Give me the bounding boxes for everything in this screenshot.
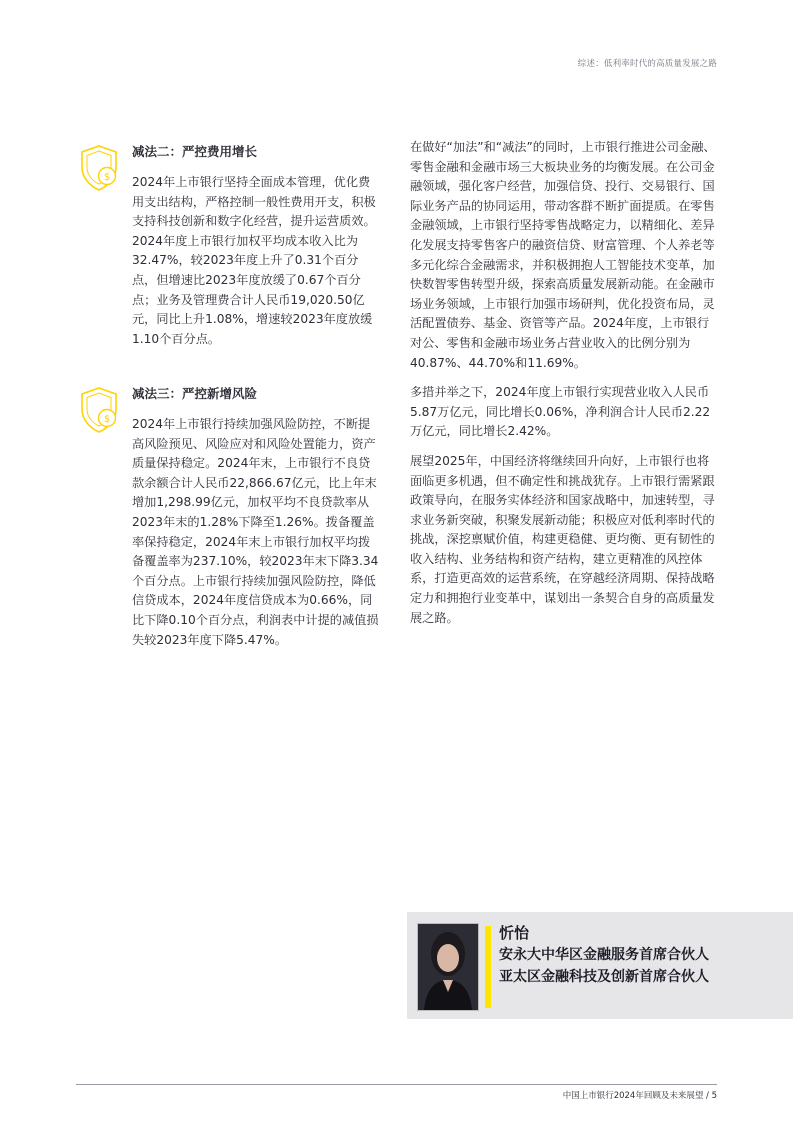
- footer-page-label: 中国上市银行2024年回顾及未来展望 / 5: [562, 1091, 717, 1101]
- paragraph-outlook: 展望2025年，中国经济将继续回升向好，上市银行也将面临更多机遇，但不确定性和挑战犹存。上市银行需紧跟政策导向，在服务实体经济和国家战略中，加速转型，寻求业务新突破，积聚发展新动能；积极应对低利率时代的挑战，深挖禀赋价值，构建更稳健、更均衡、更有韧性的收入结构、业务结构和资产结构，建立更精准的风控体系，打造更高效的运营系统，在穿越经济周期、保持战略定力和拥抱行业变革中，谋划出一条契合自身的高质量发展之路。: [410, 453, 715, 625]
- section-risk-control: [76, 385, 381, 650]
- author-name: 忻怡: [499, 924, 530, 942]
- page-header-title: 综述：低利率时代的高质量发展之路: [577, 59, 717, 69]
- section-body: 2024年上市银行持续加强风险防控，不断提高风险预见、风险应对和风险处置能力，资产质量保持稳定。2024年末，上市银行不良贷款余额合计人民币22,866.67亿元，比上年末增加1,298.99亿元，加权平均不良贷款率从2023年末的1.28%下降至1.26%。拨备覆盖率保持稳定，2024年末上市银行加权平均拨备覆盖率为237.10%，较2023年末下降3.34个百分点。上市银行持续加强风险防控，降低信贷成本，2024年度信贷成本为0.66%，同比下降0.10个百分点，利润表中计提的减值损失较2023年度下降5.47%。: [132, 417, 379, 647]
- section-body: 2024年上市银行坚持全面成本管理，优化费用支出结构，严格控制一般性费用开支，积极支持科技创新和数字化经营，提升运营质效。2024年度上市银行加权平均成本收入比为32.47%，较2023年度上升了0.31个百分点，但增速比2023年度放缓了0.67个百分点；业务及管理费合计人民币19,020.50亿元，同比上升1.08%，增速较2023年度放缓1.10个百分点。: [132, 175, 376, 346]
- section-title: 减法二：严控费用增长: [132, 144, 258, 159]
- author-profile-card: [407, 912, 793, 1019]
- author-role: 亚太区金融科技及创新首席合伙人: [499, 969, 709, 985]
- footer-divider: [76, 1084, 717, 1085]
- paragraph-results: 多措并举之下，2024年度上市银行实现营业收入人民币5.87万亿元，同比增长0.06%，净利润合计人民币2.22万亿元，同比增长2.42%。: [410, 385, 711, 439]
- section-title: 减法三：严控新增风险: [132, 386, 258, 401]
- svg-text:$: $: [103, 414, 111, 425]
- right-column: [410, 138, 720, 638]
- paragraph-business-balance: 在做好“加法”和“减法”的同时，上市银行推进公司金融、零售金融和金融市场三大板块业务的均衡发展。在公司金融领域，强化客户经营，加强信贷、投行、交易银行、国际业务产品的协同运用，带动客群不断扩面提质。在零售金融领域，上市银行坚持零售战略定力，以精细化、差异化发展支持零售客户的融资信贷、财富管理、个人养老等多元化综合金融需求，并积极拥抱人工智能技术变革，加快数智零售转型升级，探索高质量发展新动能。在金融市场业务领域，上市银行加强市场研判，优化投资布局，灵活配置债券、基金、资管等产品。2024年度，上市银行对公、零售和金融市场业务占营业收入的比例分别为40.87%、44.70%和11.69%。: [410, 140, 716, 370]
- shield-dollar-icon: [76, 385, 122, 435]
- author-photo: [417, 923, 479, 1011]
- section-expense-control: [76, 143, 381, 349]
- shield-dollar-icon: [76, 143, 122, 193]
- author-role: 安永大中华区金融服务首席合伙人: [499, 947, 709, 963]
- author-info: [499, 922, 709, 988]
- svg-text:$: $: [103, 172, 111, 183]
- accent-bar: [485, 926, 491, 1008]
